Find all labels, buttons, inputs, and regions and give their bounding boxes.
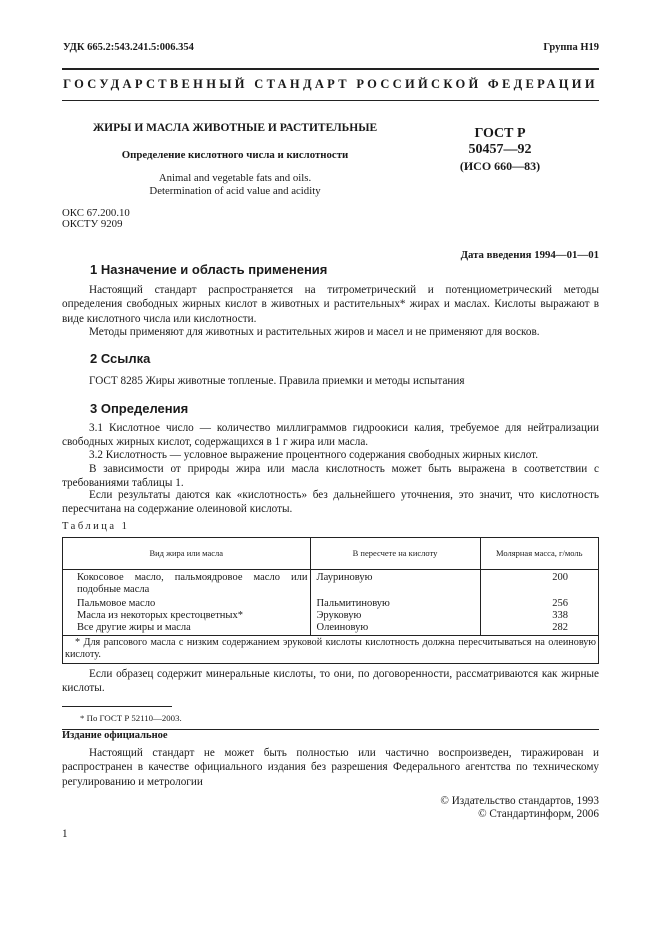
table-caption: Таблица 1 — [62, 521, 130, 532]
introduction-date: Дата введения 1994—01—01 — [460, 249, 599, 261]
section-3-para-3: В зависимости от природы жира или масла кислотность может быть выражена в соответствии с требованиями таблицы 1. — [62, 463, 599, 490]
table-cell-mass: 256 — [552, 597, 568, 609]
section-1-para-2: Методы применяют для животных и растительных жиров и масел и не применяют для восков. — [89, 326, 540, 338]
table-cell-mass: 338 — [552, 609, 568, 621]
english-title-line1: Animal and vegetable fats and oils. — [158, 172, 312, 184]
section-1-heading: 1 Назначение и область применения — [90, 262, 328, 277]
section-3-heading: 3 Определения — [90, 401, 189, 416]
official-edition-label: Издание официальное — [62, 730, 168, 741]
copyright-line-1: © Издательство стандартов, 1993 — [440, 795, 599, 807]
table-cell-acid: Лауриновую — [310, 569, 480, 596]
table-cell-acid: Пальмитиновую — [310, 596, 480, 610]
table-cell-kind: Пальмовое масло — [63, 596, 310, 610]
document-title: ЖИРЫ И МАСЛА ЖИВОТНЫЕ И РАСТИТЕЛЬНЫЕ — [92, 122, 378, 134]
official-edition-text: Настоящий стандарт не может быть полностью или частично воспроизведен, тиражирован и распространен в качестве официального издания без разрешения Федерального агентства по техническому регулированию и метрологии — [62, 747, 599, 788]
table-cell-mass: 282 — [552, 621, 568, 633]
table-footnote-row — [63, 635, 598, 663]
table-cell-acid: Эруковую — [310, 610, 480, 622]
udk-code: УДК 665.2:543.241.5:006.354 — [63, 42, 194, 53]
table-row — [63, 610, 598, 622]
section-3-para-2: 3.2 Кислотность — условное выражение процентного содержания свободных жирных кислот. — [89, 449, 539, 461]
section-3-para-4: Если результаты даются как «кислотность» без дальнейшего уточнения, это значит, что кислотность пересчитана на содержание олеиновой кислоты. — [62, 489, 599, 516]
table-row — [63, 596, 598, 610]
page-footnote: * По ГОСТ Р 52110—2003. — [80, 713, 182, 723]
header-rule-bottom — [62, 100, 599, 101]
copyright-line-2: © Стандартинформ, 2006 — [478, 808, 599, 820]
iso-number: (ИСО 660—83) — [459, 159, 541, 173]
page-number: 1 — [62, 828, 68, 840]
gost-number: 50457—92 — [468, 142, 532, 157]
table-header-mass: Молярная масса, г/моль — [480, 538, 598, 569]
gost-number-label: ГОСТ Р — [474, 126, 526, 141]
table-header-row — [63, 538, 598, 569]
state-standard-title: ГОСУДАРСТВЕННЫЙ СТАНДАРТ РОССИЙСКОЙ ФЕДЕРАЦИИ — [63, 77, 598, 91]
oks-code: ОКС 67.200.10 — [62, 207, 130, 219]
table-cell-mass: 200 — [552, 571, 568, 583]
footnote-rule — [62, 706, 172, 707]
table-row — [63, 622, 598, 636]
table-cell-kind: Масла из некоторых крестоцветных* — [63, 610, 310, 622]
section-3-para-1: 3.1 Кислотное число — количество миллиграммов гидроокиси калия, требуемое для нейтрализации свободных жирных кислот, содержащихся в 1 г жира или масла. — [62, 422, 599, 449]
table-footnote: * Для рапсового масла с низким содержанием эруковой кислоты кислотность должна пересчитываться на олеиновую кислоту. — [63, 635, 598, 663]
okstu-code: ОКСТУ 9209 — [62, 218, 123, 230]
section-2-para-1: ГОСТ 8285 Жиры животные топленые. Правила приемки и методы испытания — [89, 375, 465, 387]
table-cell-kind: Кокосовое масло, пальмоядровое масло или подобные масла — [63, 569, 310, 596]
header-rule — [62, 68, 599, 70]
table-row — [63, 569, 598, 596]
section-2-heading: 2 Ссылка — [90, 351, 151, 366]
document-subtitle: Определение кислотного числа и кислотности — [121, 149, 349, 161]
after-table-paragraph: Если образец содержит минеральные кислоты, то они, по договоренности, рассматриваются как жирные кислоты. — [62, 668, 599, 695]
table-header-kind: Вид жира или масла — [63, 538, 310, 569]
english-title-line2: Determination of acid value and acidity — [149, 185, 321, 197]
table-header-acid: В пересчете на кислоту — [310, 538, 480, 569]
table-cell-kind: Все другие жиры и масла — [63, 622, 310, 636]
group-code: Группа Н19 — [543, 42, 599, 53]
table-cell-acid: Олеиновую — [310, 622, 480, 636]
table-1 — [62, 537, 599, 664]
section-1-para-1: Настоящий стандарт распространяется на титрометрический и потенциометрический методы определения свободных жирных кислот в животных и растительных* жирах и маслах. Кислоты выражают в виде кислотного числа или кислотности. — [62, 284, 599, 325]
